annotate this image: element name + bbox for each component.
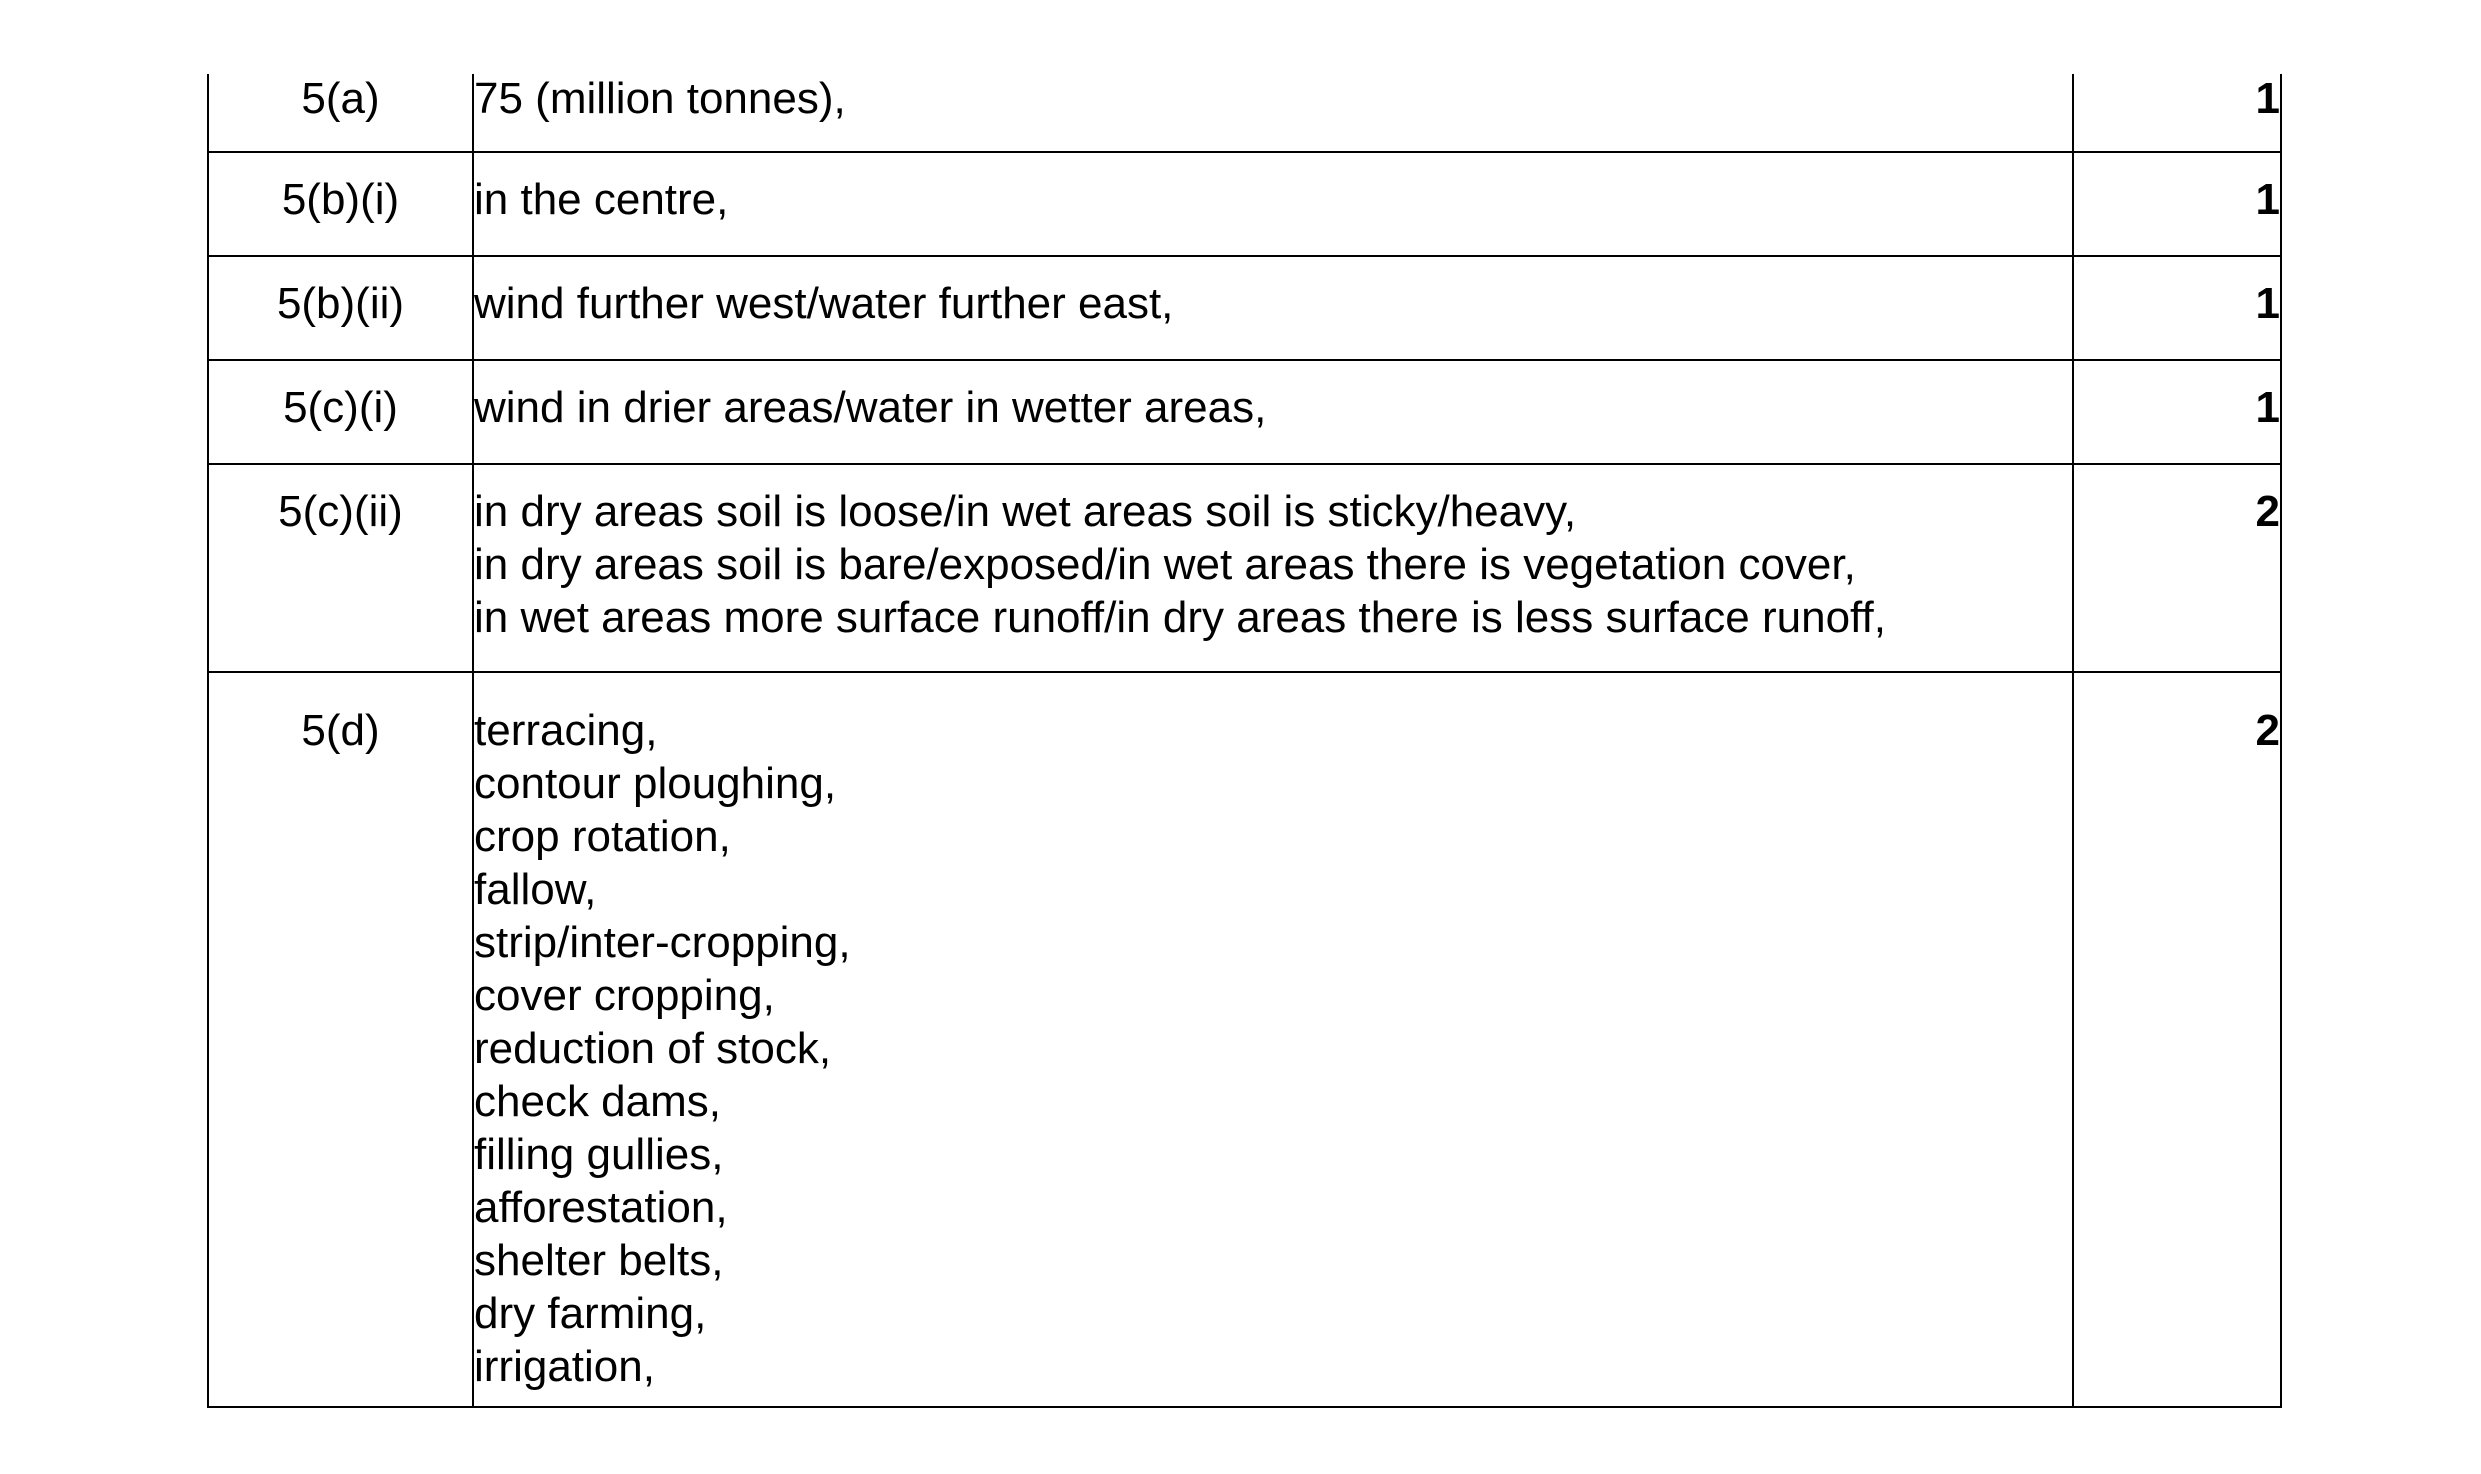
- answer-line: shelter belts,: [474, 1236, 724, 1285]
- table-row: [208, 256, 2281, 360]
- table-row: [208, 360, 2281, 464]
- answer-line: 75 (million tonnes),: [474, 74, 846, 123]
- marks-value: 1: [2255, 279, 2280, 328]
- question-number-cell: [208, 256, 473, 360]
- table-row: [208, 464, 2281, 672]
- answer-line: wind in drier areas/water in wetter areas,: [474, 383, 1267, 432]
- table-row: [208, 74, 2281, 152]
- question-number: 5(c)(i): [283, 383, 398, 432]
- question-number-cell: [208, 672, 473, 1407]
- table-row: [208, 152, 2281, 256]
- question-number-cell: [208, 360, 473, 464]
- marks-cell: [2073, 360, 2281, 464]
- answer-line: crop rotation,: [474, 812, 731, 861]
- question-number: 5(a): [301, 74, 380, 123]
- answer-line: fallow,: [474, 865, 597, 914]
- question-number: 5(b)(ii): [276, 279, 405, 328]
- answer-cell: [473, 672, 2073, 1407]
- question-number-cell: [208, 152, 473, 256]
- answer-line: wind further west/water further east,: [474, 279, 1174, 328]
- answer-line: in the centre,: [474, 175, 729, 224]
- answer-line: check dams,: [474, 1077, 721, 1126]
- marks-value: 2: [2255, 487, 2280, 536]
- answer-line: in dry areas soil is loose/in wet areas soil is sticky/heavy,: [474, 487, 1577, 536]
- answer-line: reduction of stock,: [474, 1024, 832, 1073]
- table-row: [208, 672, 2281, 1407]
- marks-cell: [2073, 464, 2281, 672]
- question-number: 5(d): [301, 706, 380, 755]
- answer-line: in wet areas more surface runoff/in dry areas there is less surface runoff,: [474, 593, 1886, 642]
- marks-value: 1: [2255, 175, 2280, 224]
- marks-cell: [2073, 256, 2281, 360]
- question-number-cell: [208, 74, 473, 152]
- marks-cell: [2073, 74, 2281, 152]
- answer-cell: [473, 464, 2073, 672]
- answer-line: terracing,: [474, 706, 658, 755]
- answer-cell: [473, 360, 2073, 464]
- marks-cell: [2073, 152, 2281, 256]
- answer-line: strip/inter-cropping,: [474, 918, 851, 967]
- question-number: 5(b)(i): [281, 175, 400, 224]
- marks-value: 1: [2255, 383, 2280, 432]
- answer-cell: [473, 152, 2073, 256]
- answer-line: afforestation,: [474, 1183, 728, 1232]
- answer-line: irrigation,: [474, 1342, 655, 1391]
- mark-scheme-table: [207, 74, 2282, 1408]
- answer-cell: [473, 256, 2073, 360]
- marks-value: 2: [2255, 706, 2280, 755]
- answer-line: in dry areas soil is bare/exposed/in wet areas there is vegetation cover,: [474, 540, 1856, 589]
- question-number: 5(c)(ii): [278, 487, 403, 536]
- answer-cell: [473, 74, 2073, 152]
- answer-line: filling gullies,: [474, 1130, 724, 1179]
- question-number-cell: [208, 464, 473, 672]
- answer-line: dry farming,: [474, 1289, 707, 1338]
- marks-cell: [2073, 672, 2281, 1407]
- marks-value: 1: [2255, 74, 2280, 123]
- answer-line: contour ploughing,: [474, 759, 837, 808]
- answer-line: cover cropping,: [474, 971, 775, 1020]
